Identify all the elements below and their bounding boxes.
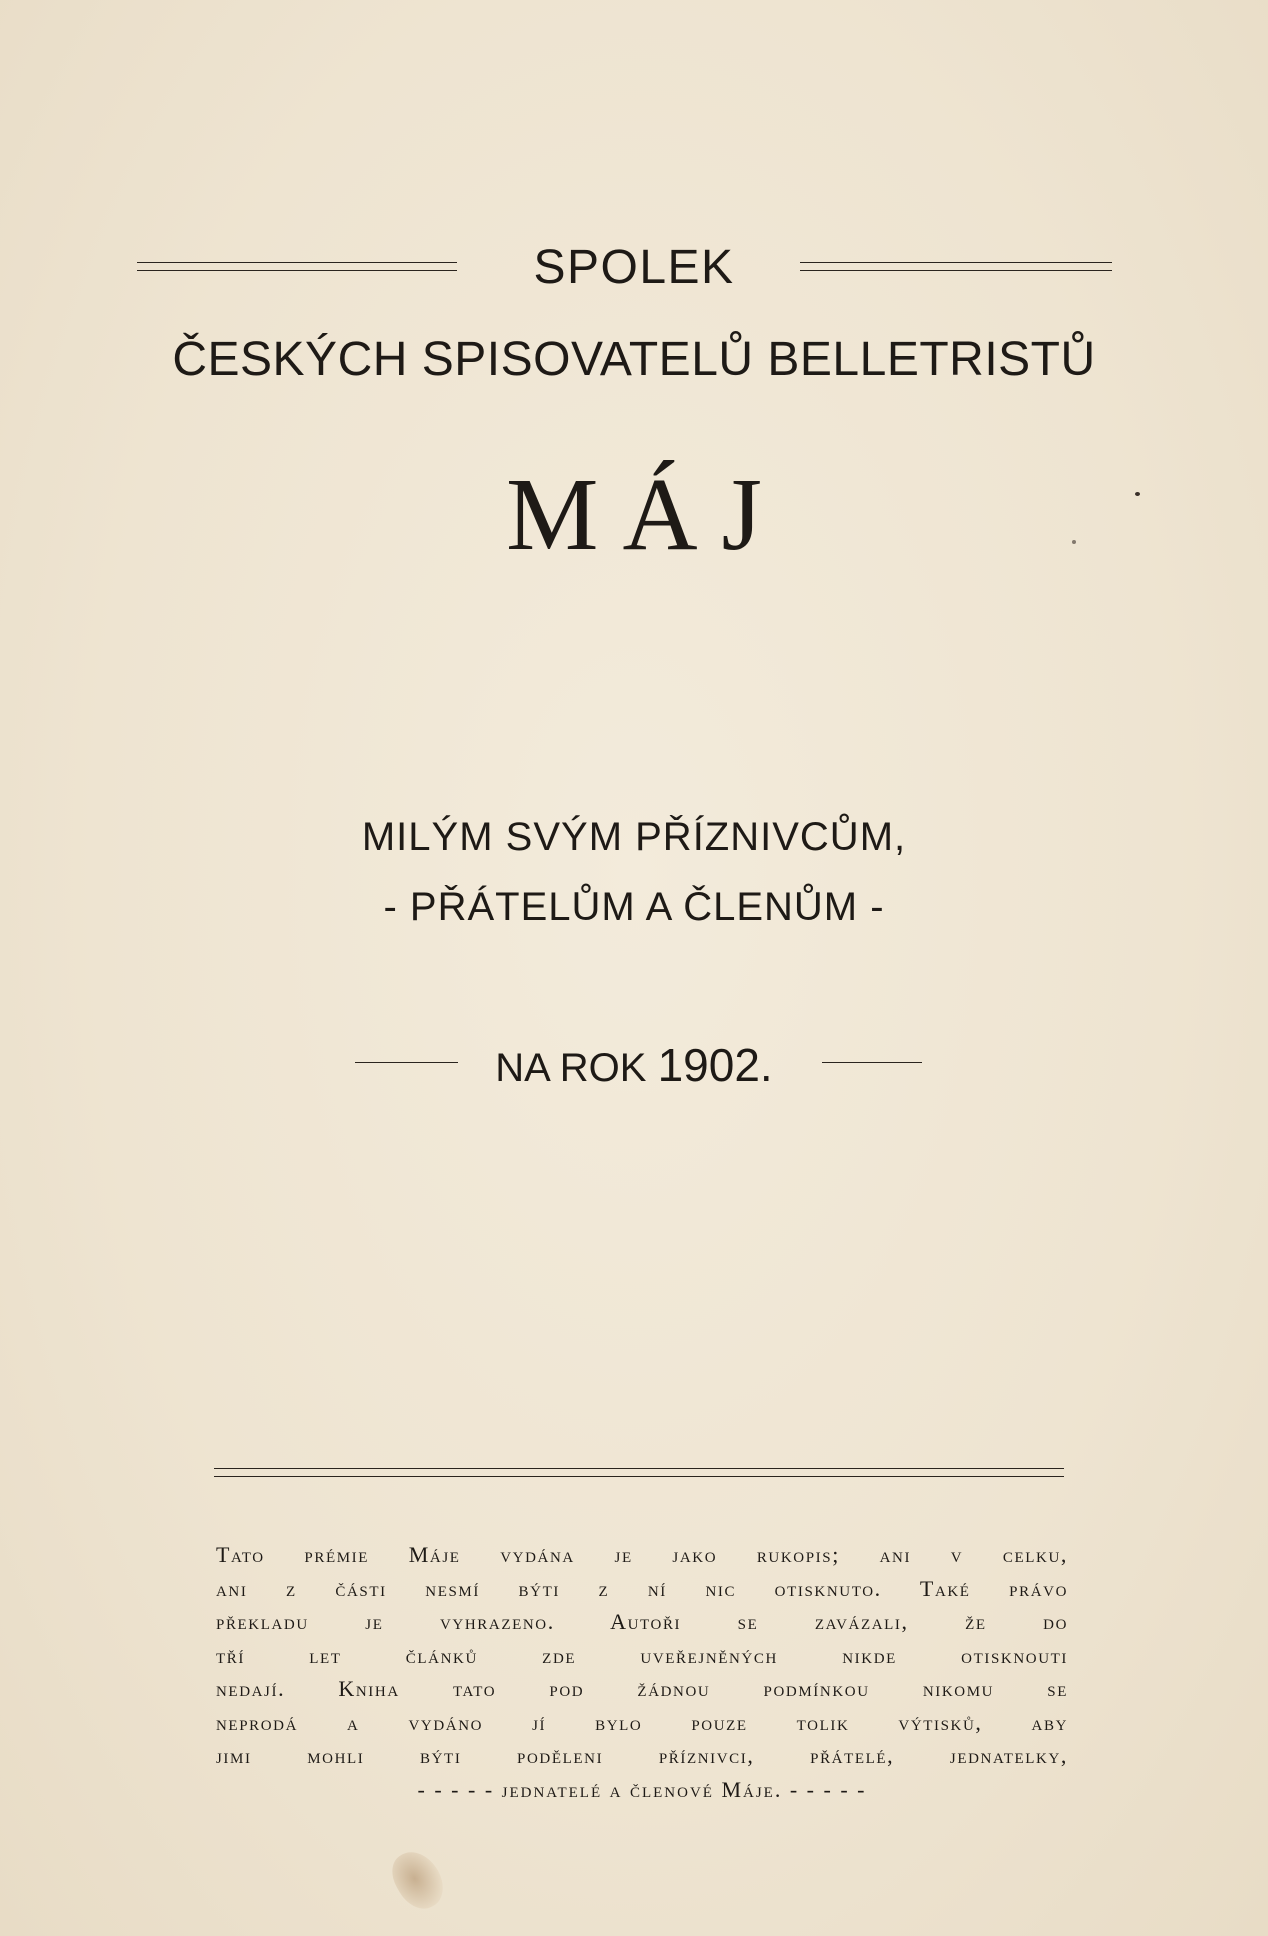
ink-speck (1072, 540, 1076, 544)
book-title: MÁJ (505, 457, 787, 572)
year-number: 1902. (657, 1039, 773, 1091)
notice-line: překladu je vyhrazeno. Autoři se zavázali, že do (216, 1609, 1068, 1634)
year-rule-right (822, 1062, 922, 1063)
decorative-rule-right (800, 262, 1112, 271)
society-name-line-1: SPOLEK (533, 241, 735, 294)
notice-line: neprodá a vydáno jí bylo pouze tolik výtisků, aby (216, 1709, 1068, 1735)
notice-line: Tato prémie Máje vydána je jako rukopis; ani v celku, (216, 1542, 1068, 1567)
dedication-line-2: - PŘÁTELŮM A ČLENŮM - (383, 885, 885, 929)
paper-stain (384, 1843, 452, 1917)
year-line (0, 1038, 1268, 1092)
notice-line: jimi mohli býti poděleni příznivci, přátelé, jednatelky, (216, 1743, 1068, 1768)
copyright-notice (216, 1538, 1068, 1806)
society-name-line-2: ČESKÝCH SPISOVATELŮ BELLETRISTŮ (172, 333, 1096, 386)
dedication-line-1: MILÝM SVÝM PŘÍZNIVCŮM, (361, 815, 907, 859)
notice-line: ani z části nesmí býti z ní nic otisknuto. Také právo (216, 1575, 1068, 1601)
notice-line: tří let článků zde uveřejněných nikde otisknouti (216, 1642, 1068, 1668)
notice-line: - - - - - jednatelé a členové Máje. - - - - - (417, 1776, 867, 1802)
notice-double-rule (214, 1468, 1064, 1477)
notice-line: nedají. Kniha tato pod žádnou podmínkou nikomu se (216, 1676, 1068, 1701)
year-prefix: NA ROK (495, 1046, 647, 1090)
ink-speck (1135, 492, 1140, 496)
